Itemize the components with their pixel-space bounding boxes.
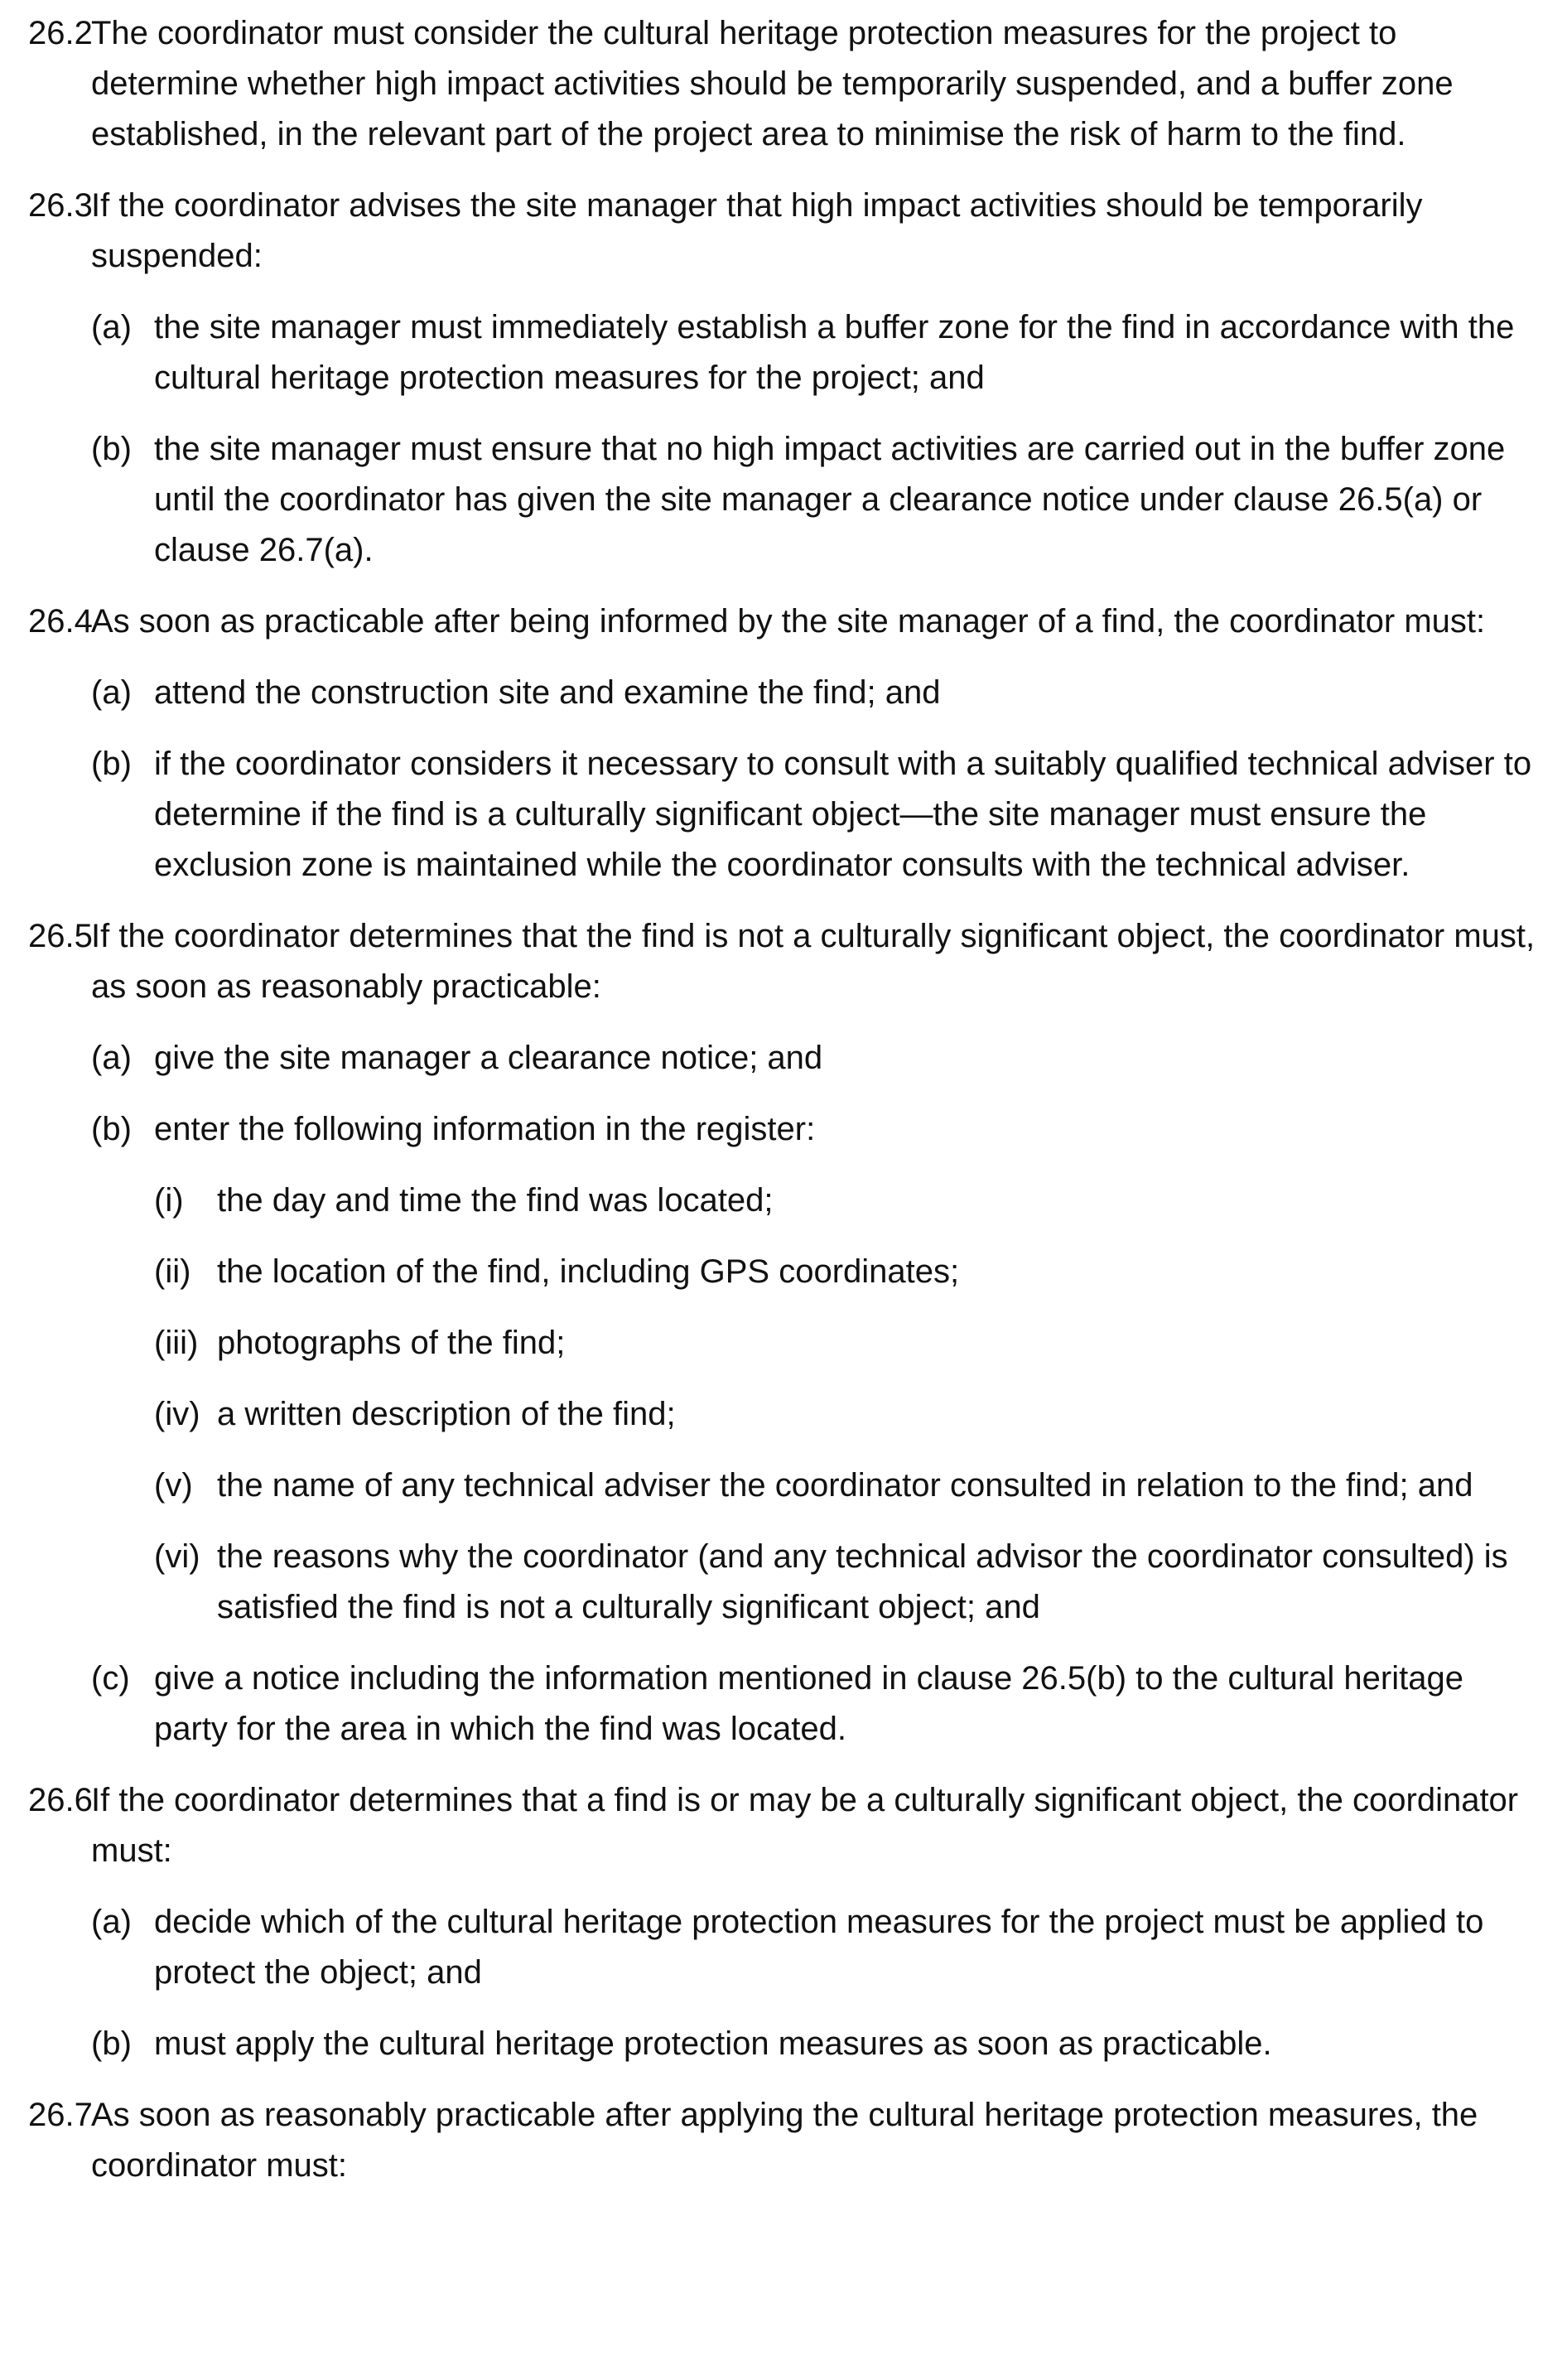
list-item (91, 668, 1539, 718)
list-item (91, 739, 1539, 891)
clause-number: 26.5 (28, 918, 93, 954)
clause-number: 26.3 (28, 187, 93, 224)
list-item (91, 1653, 1539, 1755)
sub-item-text: the day and time the find was located; (217, 1182, 774, 1219)
clause-text: If the coordinator determines that the find is not a culturally significant object, the coordinator must, as soon as reasonably practicable: (91, 918, 1536, 1005)
item-label: (a) (91, 1904, 132, 1940)
sub-item (154, 1318, 1539, 1369)
item-text: give a notice including the information mentioned in clause 26.5(b) to the cultural heritage party for the area in which the find was located. (154, 1660, 1463, 1747)
sub-item (154, 1532, 1539, 1633)
item-text: enter the following information in the register: (154, 1111, 816, 1147)
sub-item-text: the reasons why the coordinator (and any technical advisor the coordinator consulted) is satisfied the find is not a culturally significant object; and (217, 1538, 1508, 1625)
sub-item-label: (iii) (154, 1325, 199, 1361)
sub-item-text: photographs of the find; (217, 1325, 566, 1361)
item-label: (b) (91, 431, 132, 467)
clause-number: 26.6 (28, 1782, 93, 1818)
clause-number: 26.7 (28, 2097, 93, 2133)
item-label: (a) (91, 1040, 132, 1076)
clause-26-3 (28, 181, 1539, 576)
clause-number: 26.4 (28, 603, 93, 640)
item-text: decide which of the cultural heritage protection measures for the project must be applied to protect the object; and (154, 1904, 1484, 1991)
sub-item-label: (i) (154, 1182, 184, 1219)
sub-item-text: a written description of the find; (217, 1396, 676, 1432)
clause-number: 26.2 (28, 15, 93, 51)
clause-text: If the coordinator advises the site manager that high impact activities should be temporarily suspended: (91, 187, 1423, 274)
clause-26-5 (28, 911, 1539, 1755)
list-item (91, 2019, 1539, 2069)
item-label: (a) (91, 674, 132, 711)
item-label: (b) (91, 1111, 132, 1147)
clause-26-2 (28, 8, 1539, 160)
clause-text: As soon as reasonably practicable after applying the cultural heritage protection measures, the coordinator must: (91, 2097, 1478, 2184)
item-label: (a) (91, 309, 132, 345)
list-item (91, 302, 1539, 403)
sub-item (154, 1389, 1539, 1440)
clause-text: As soon as practicable after being informed by the site manager of a find, the coordinator must: (91, 603, 1486, 640)
list-item (91, 1897, 1539, 1998)
item-text: if the coordinator considers it necessary to consult with a suitably qualified technical adviser to determine if the find is a culturally significant object—the site manager must ensure the exclusion zone is maintained while the coordinator consults with the technical adviser. (154, 746, 1532, 883)
item-text: give the site manager a clearance notice; and (154, 1040, 823, 1076)
item-label: (b) (91, 2025, 132, 2062)
clause-26-7 (28, 2090, 1539, 2191)
item-text: attend the construction site and examine the find; and (154, 674, 941, 711)
sub-item (154, 1460, 1539, 1511)
item-label: (c) (91, 1660, 130, 1697)
sub-item-label: (ii) (154, 1253, 191, 1290)
clause-26-4 (28, 596, 1539, 891)
list-item (91, 1033, 1539, 1084)
list-item (91, 1104, 1539, 1633)
sub-item-label: (v) (154, 1467, 193, 1504)
item-label: (b) (91, 746, 132, 782)
list-item (91, 424, 1539, 576)
sub-item (154, 1247, 1539, 1297)
clause-text: The coordinator must consider the cultural heritage protection measures for the project to determine whether high impact activities should be temporarily suspended, and a buffer zone established, in the relevant part of the project area to minimise the risk of harm to the find. (91, 15, 1454, 152)
sub-item-text: the location of the find, including GPS coordinates; (217, 1253, 960, 1290)
clause-26-6 (28, 1775, 1539, 2069)
clause-text: If the coordinator determines that a find is or may be a culturally significant object, the coordinator must: (91, 1782, 1519, 1869)
sub-item (154, 1176, 1539, 1226)
item-text: must apply the cultural heritage protection measures as soon as practicable. (154, 2025, 1272, 2062)
sub-item-label: (iv) (154, 1396, 200, 1432)
sub-item-label: (vi) (154, 1538, 200, 1575)
item-text: the site manager must immediately establish a buffer zone for the find in accordance with the cultural heritage protection measures for the project; and (154, 309, 1515, 396)
item-text: the site manager must ensure that no high impact activities are carried out in the buffer zone until the coordinator has given the site manager a clearance notice under clause 26.5(a) or clause 26.7(a). (154, 431, 1506, 568)
sub-item-text: the name of any technical adviser the coordinator consulted in relation to the find; and (217, 1467, 1473, 1504)
